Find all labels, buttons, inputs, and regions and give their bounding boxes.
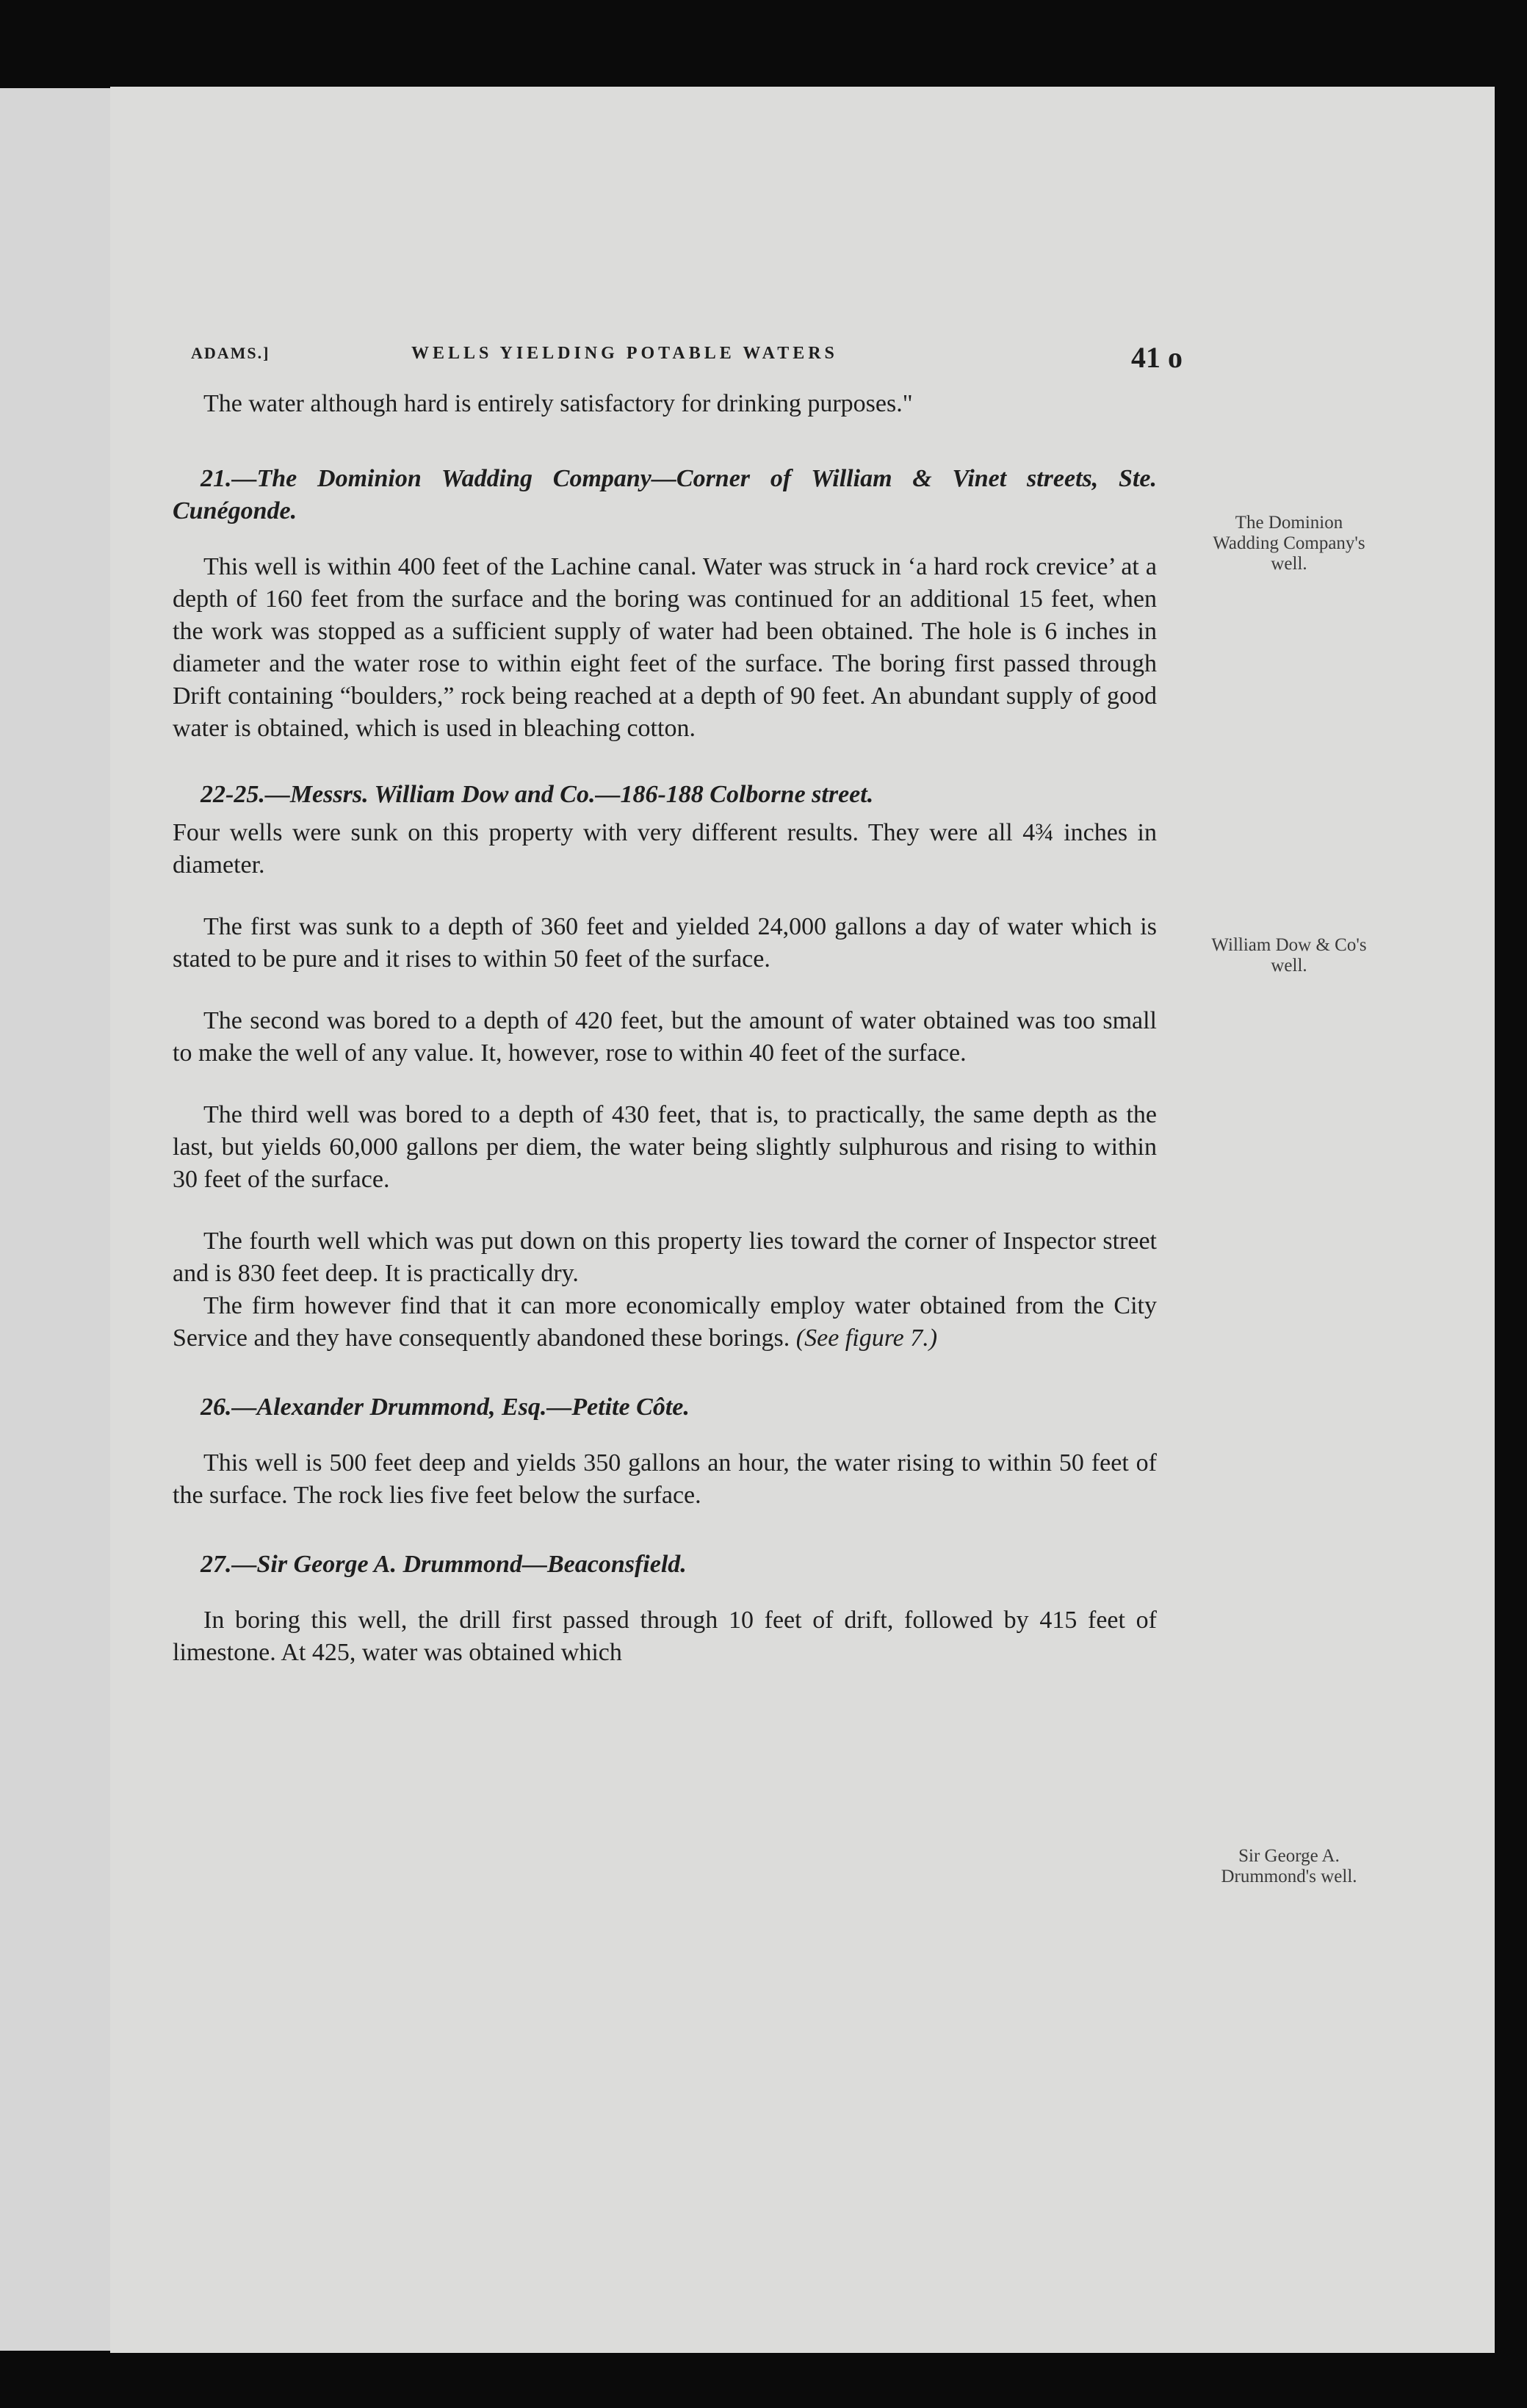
entry-heading-22-25: 22-25.—Messrs. William Dow and Co.—186-188 Colborne street. (201, 781, 874, 808)
entry-heading-27: 27.—Sir George A. Drummond—Beaconsfield. (201, 1551, 687, 1578)
figure-reference: (See figure 7.) (795, 1324, 938, 1352)
margin-note-dominion-wadding: The Dominion Wadding Company's well. (1213, 513, 1365, 574)
paragraph-27: In boring this well, the drill first passed through 10 feet of drift, followed by 415 feet of limestone. At 425, water was obtained which (173, 1607, 1157, 1666)
document-page (110, 87, 1495, 2353)
paragraph-22-firm (173, 1290, 1157, 1355)
paragraph-continuation: The water although hard is entirely satisfactory for drinking purposes." (203, 390, 913, 417)
paragraph-21: This well is within 400 feet of the Lachine canal. Water was struck in ‘a hard rock crevice’ at a depth of 160 feet from the surface and the boring was continued for an additional 15 feet, when the work was stopped as a sufficient supply of water had been obtained. The hole is 6 inches in diameter and the water rose to within eight feet of the surface. The boring first passed through Drift containing “boulders,” rock being reached at a depth of 90 feet. An abundant supply of good water is obtained, which is used in bleaching cotton. (173, 553, 1157, 742)
paragraph-22-third-well: The third well was bored to a depth of 430 feet, that is, to practically, the same depth as the last, but yields 60,000 gallons per diem, the water being slightly sulphurous and rising to within 30 feet of the surface. (173, 1101, 1157, 1193)
paragraph-22-second-well: The second was bored to a depth of 420 feet, but the amount of water obtained was too small to make the well of any value. It, however, rose to within 40 feet of the surface. (173, 1007, 1157, 1067)
page-body (173, 388, 1157, 1698)
margin-note-william-dow: William Dow & Co's well. (1211, 935, 1367, 976)
header-title: WELLS YIELDING POTABLE WATERS (411, 344, 838, 363)
running-header (191, 340, 1219, 384)
header-author: ADAMS.] (191, 344, 270, 362)
adjacent-page-edge (0, 88, 110, 2351)
page-number: 41 o (1131, 341, 1183, 374)
margin-note-drummond: Sir George A. Drummond's well. (1221, 1846, 1357, 1886)
paragraph-22-first-well: The first was sunk to a depth of 360 feet and yielded 24,000 gallons a day of water which is stated to be pure and it rises to within 50 feet of the surface. (173, 913, 1157, 973)
paragraph-26: This well is 500 feet deep and yields 350 gallons an hour, the water rising to within 50 feet of the surface. The rock lies five feet below the surface. (173, 1449, 1157, 1509)
entry-heading-26: 26.—Alexander Drummond, Esq.—Petite Côte. (201, 1394, 690, 1421)
entry-heading-21: 21.—The Dominion Wadding Company—Corner of William & Vinet streets, Ste. Cunégonde. (173, 465, 1157, 525)
paragraph-22-firm-text: The firm however find that it can more economically employ water obtained from the City Service and they have consequently abandoned these borings. (173, 1292, 1157, 1352)
paragraph-22-intro: Four wells were sunk on this property with very different results. They were all 4¾ inches in diameter. (173, 819, 1157, 879)
paragraph-22-fourth-well: The fourth well which was put down on this property lies toward the corner of Inspector street and is 830 feet deep. It is practically dry. (173, 1228, 1157, 1287)
